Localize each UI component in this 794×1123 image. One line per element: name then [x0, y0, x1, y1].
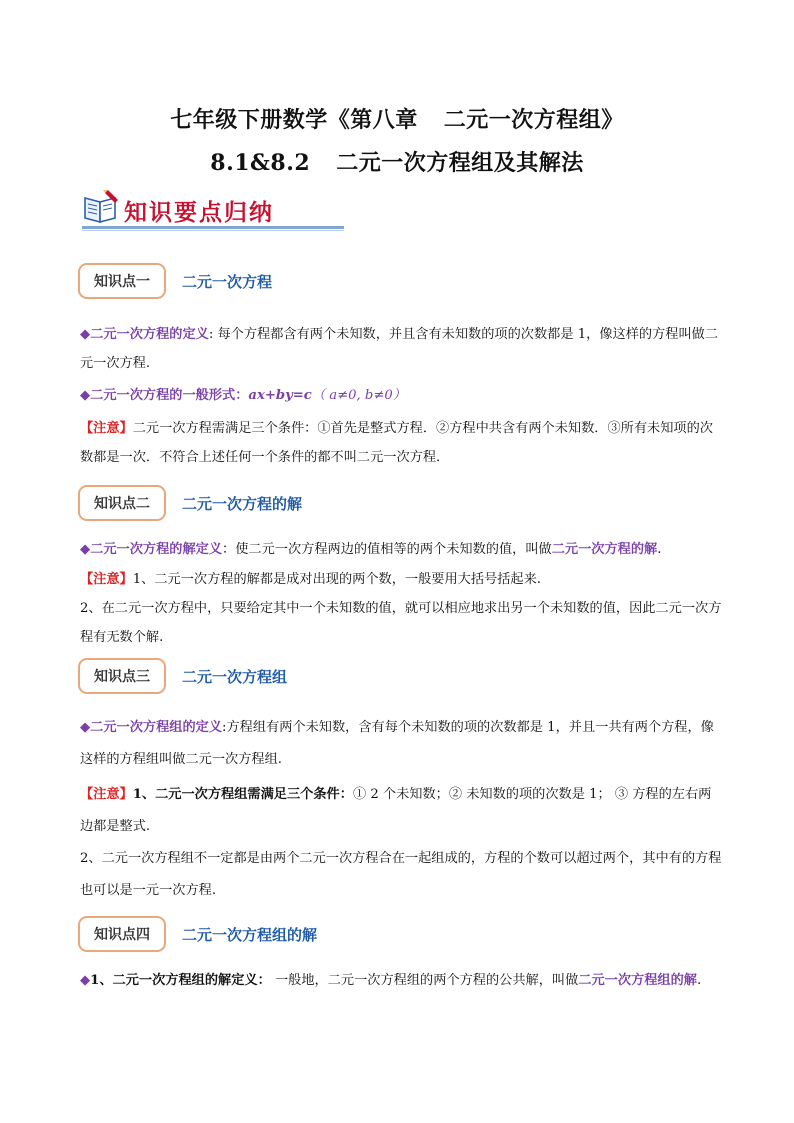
definition-paragraph-1: ◆二元一次方程的定义: 每个方程都含有两个未知数，并且含有未知数的项的次数都是 1，像这样的方程叫做二元一次方程. [80, 327, 719, 371]
subtitle-text: 二元一次方程组及其解法 [336, 150, 584, 176]
diamond-bullet-icon: ◆ [80, 327, 91, 342]
diamond-bullet-icon: ◆ [80, 973, 91, 988]
knowledge-point-label: 知识点三 [78, 658, 166, 694]
knowledge-point-label: 知识点二 [78, 485, 166, 521]
title-part-b: 二元一次方程组》 [443, 107, 624, 133]
knowledge-point-title: 二元一次方程 [182, 273, 273, 291]
knowledge-point-label: 知识点一 [78, 263, 166, 299]
general-form-paragraph: ◆二元一次方程的一般形式：ax+by=c（ a≠0, b≠0） [80, 388, 406, 403]
note-paragraph-3: 【注意】1、二元一次方程组需满足三个条件：① 2 个未知数；② 未知数的项的次数是 1； ③ 方程的左右两边都是整式. [80, 787, 712, 834]
title-part-a: 七年级下册数学《第八章 [170, 107, 418, 133]
document-title [0, 103, 794, 134]
banner-rule-thin [82, 230, 344, 231]
banner-heading: 知识要点归纳 [124, 199, 274, 226]
knowledge-point-label: 知识点四 [78, 916, 166, 952]
knowledge-point-title: 二元一次方程组 [182, 668, 288, 686]
knowledge-point-title: 二元一次方程的解 [182, 495, 303, 513]
book-pen-icon [82, 188, 122, 226]
note-paragraph-2: 【注意】1、二元一次方程的解都是成对出现的两个数，一般要用大括号括起来. 2、在二元一次方程中，只要给定其中一个未知数的值，就可以相应地求出另一个未知数的值，因此二元一次方程有无数个解. [80, 572, 722, 645]
definition-paragraph-2: ◆二元一次方程的解定义：使二元一次方程两边的值相等的两个未知数的值，叫做二元一次方程的解. [80, 542, 662, 557]
document-subtitle [0, 146, 794, 177]
diamond-bullet-icon: ◆ [80, 542, 91, 557]
banner-rule [82, 226, 344, 229]
definition-paragraph-4: ◆1、二元一次方程组的解定义： 一般地，二元一次方程组的两个方程的公共解，叫做二元一次方程组的解. [80, 973, 702, 988]
section-banner [82, 188, 344, 234]
diamond-bullet-icon: ◆ [80, 720, 91, 735]
knowledge-point-title: 二元一次方程组的解 [182, 926, 318, 944]
definition-paragraph-3: ◆二元一次方程组的定义:方程组有两个未知数，含有每个未知数的项的次数都是 1，并且一共有两个方程，像这样的方程组叫做二元一次方程组. [80, 720, 714, 767]
subtitle-section-number: 8.1&8.2 [210, 150, 311, 176]
diamond-bullet-icon: ◆ [80, 388, 91, 403]
note-paragraph-3b: 2、二元一次方程组不一定都是由两个二元一次方程合在一起组成的，方程的个数可以超过两个，其中有的方程也可以是一元一次方程. [80, 851, 722, 898]
note-paragraph-1: 【注意】二元一次方程需满足三个条件：①首先是整式方程．②方程中共含有两个未知数．③所有未知项的次数都是一次．不符合上述任何一个条件的都不叫二元一次方程． [80, 421, 713, 465]
